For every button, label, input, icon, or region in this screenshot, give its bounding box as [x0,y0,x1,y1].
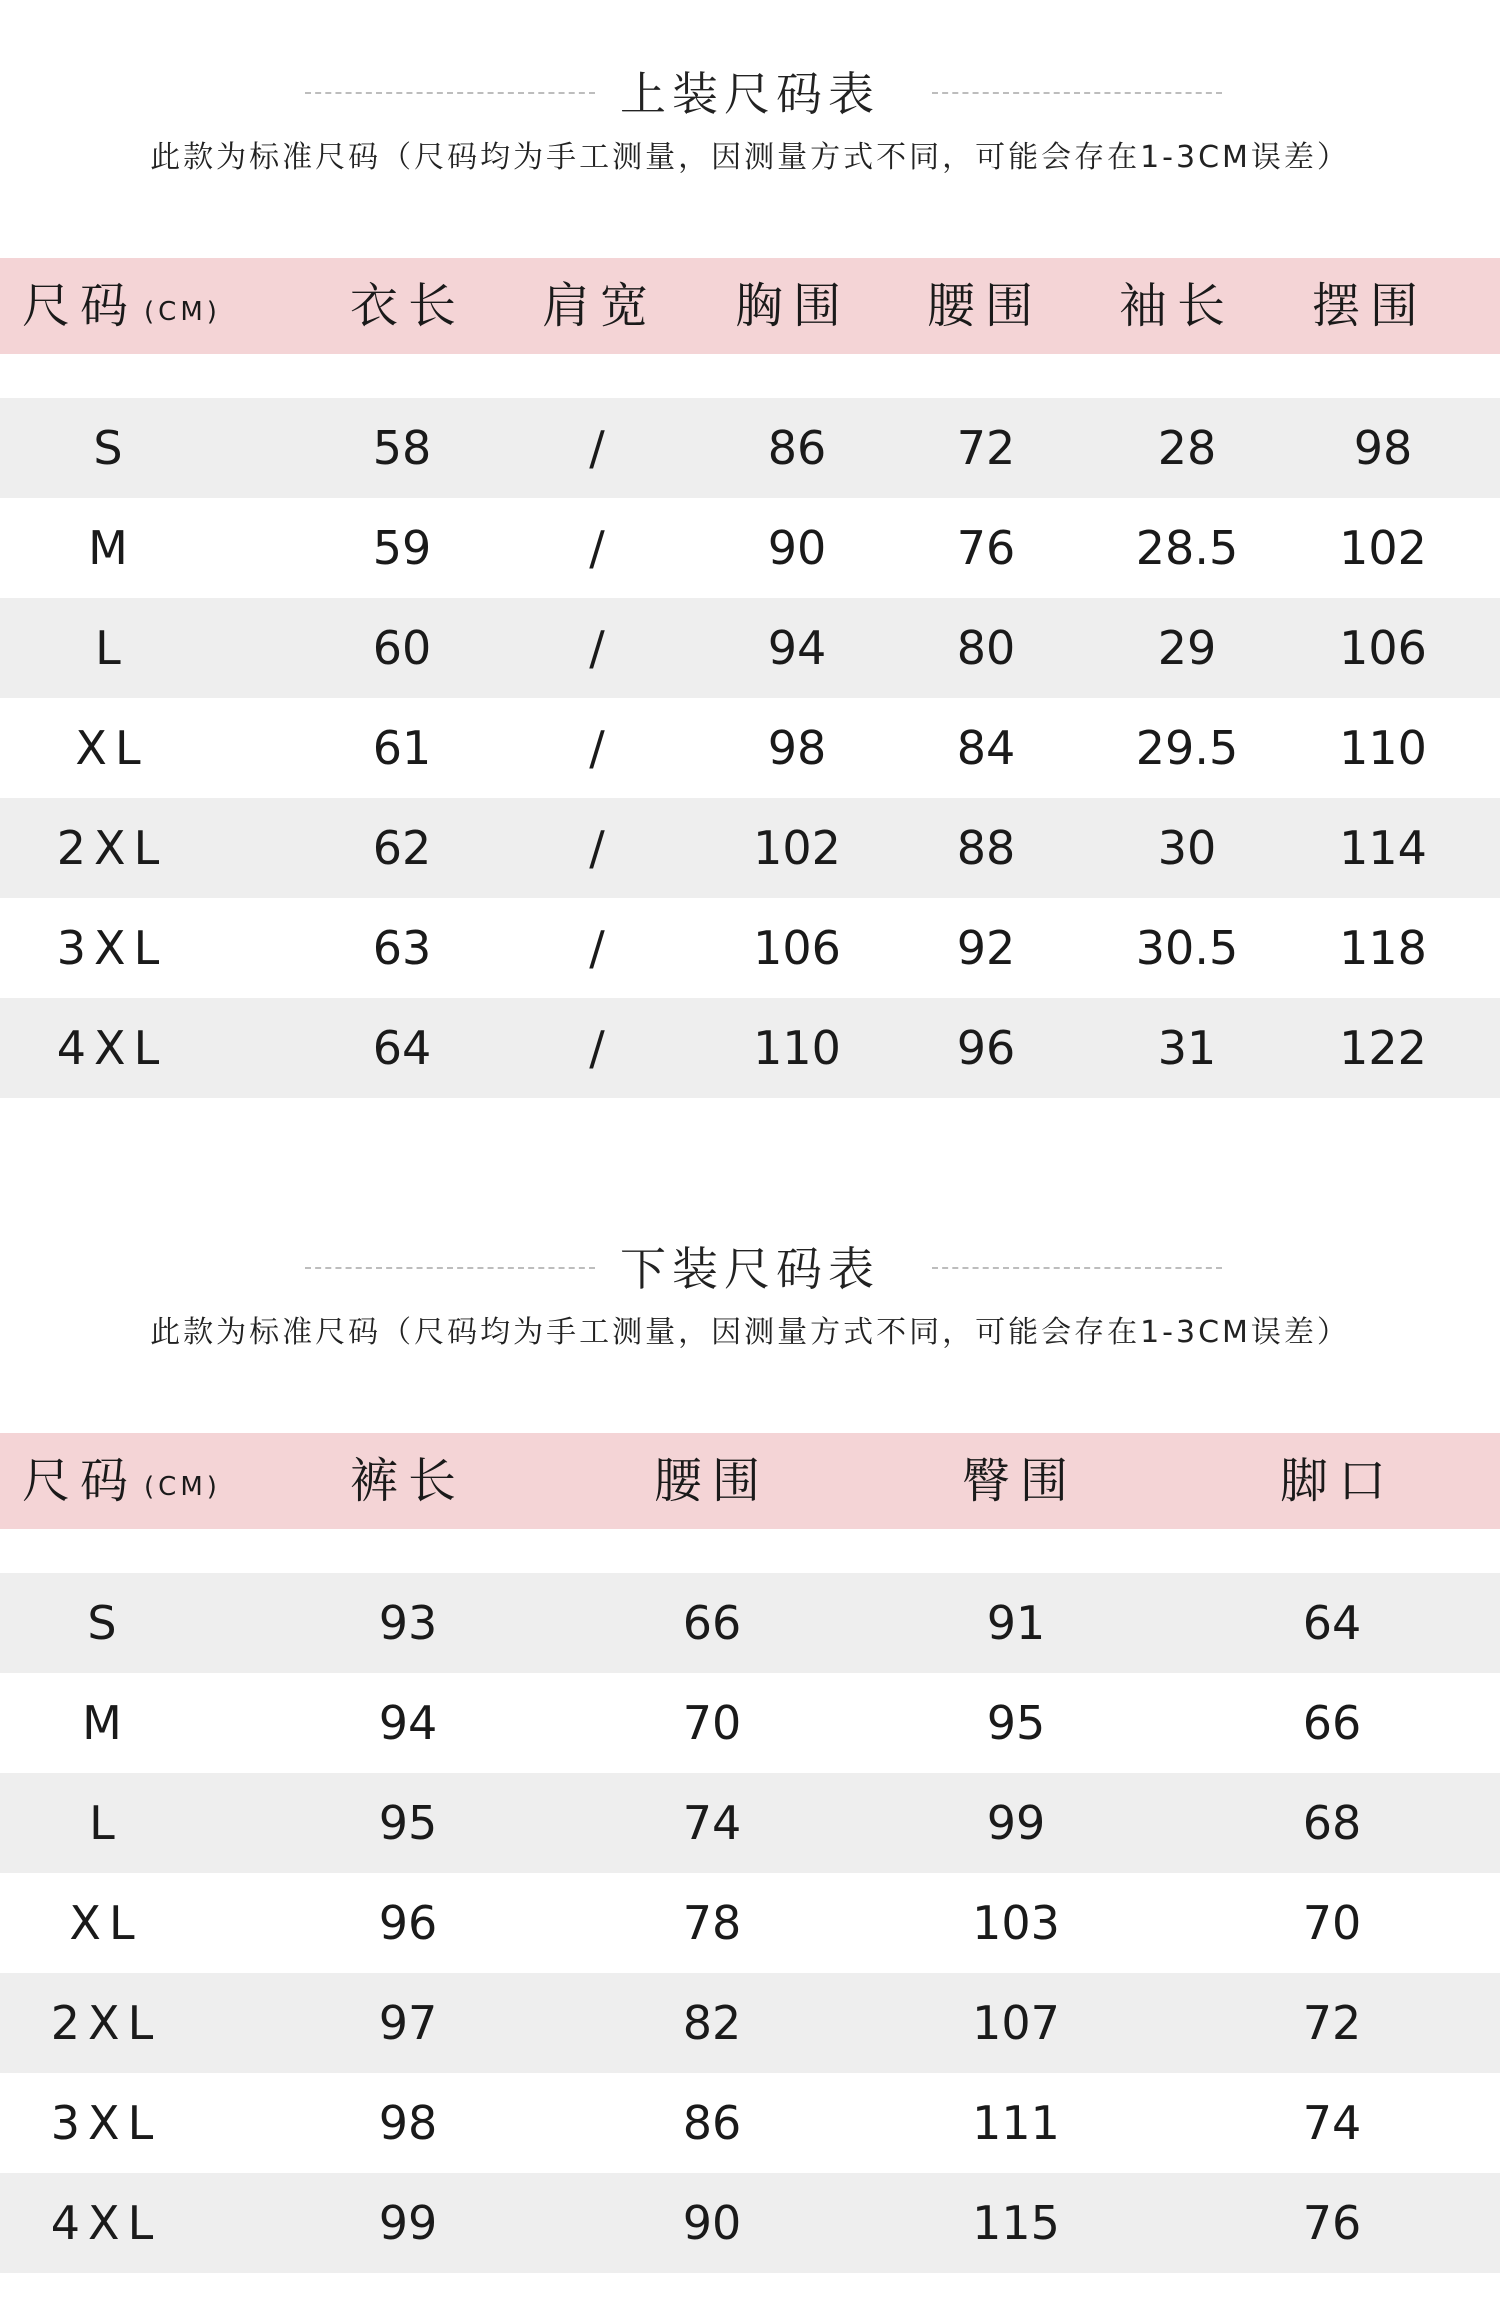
size-cell: 4XL [50,2196,162,2250]
size-cell: 2XL [56,821,168,875]
table-row [0,1673,1500,1773]
value-cell: 70 [682,1696,742,1750]
value-cell: 58 [372,421,432,475]
table-row [0,498,1500,598]
table-row [0,1873,1500,1973]
value-cell: / [589,821,605,875]
value-cell: 60 [372,621,432,675]
value-cell: 92 [956,921,1016,975]
value-cell: 122 [1339,1021,1427,1075]
header-shoulder: 肩宽 [541,278,659,334]
value-cell: 64 [1302,1596,1362,1650]
value-cell: 110 [1339,721,1427,775]
top-table-body [0,398,1500,1098]
header-sleeve: 袖长 [1118,278,1236,334]
header-unit: (CM) [144,1472,221,1502]
value-cell: 76 [956,521,1016,575]
top-chart-note: 此款为标准尺码（尺码均为手工测量，因测量方式不同，可能会存在1-3CM误差） [150,140,1350,175]
size-cell: L [95,621,129,675]
value-cell: 66 [1302,1696,1362,1750]
value-cell: 59 [372,521,432,575]
value-cell: 29.5 [1135,721,1239,775]
value-cell: 70 [1302,1896,1362,1950]
size-cell: XL [69,1896,143,1950]
value-cell: 98 [767,721,827,775]
value-cell: / [589,621,605,675]
size-cell: 4XL [56,1021,168,1075]
bottom-chart-note: 此款为标准尺码（尺码均为手工测量，因测量方式不同，可能会存在1-3CM误差） [150,1315,1350,1350]
size-cell: M [88,521,136,575]
size-cell: L [89,1796,123,1850]
table-row [0,1973,1500,2073]
table-row [0,2073,1500,2173]
value-cell: / [589,921,605,975]
value-cell: 29 [1157,621,1217,675]
value-cell: 91 [986,1596,1046,1650]
value-cell: 80 [956,621,1016,675]
value-cell: 31 [1157,1021,1217,1075]
value-cell: 110 [753,1021,841,1075]
value-cell: 118 [1339,921,1427,975]
header-chest: 胸围 [734,278,852,334]
size-cell: 2XL [50,1996,162,2050]
title-divider-right [932,1267,1222,1269]
top-table-header [0,258,1500,354]
value-cell: 30 [1157,821,1217,875]
value-cell: 96 [378,1896,438,1950]
bottom-table-body [0,1573,1500,2273]
value-cell: 30.5 [1135,921,1239,975]
value-cell: 103 [972,1896,1060,1950]
size-cell: S [87,1596,125,1650]
value-cell: 95 [986,1696,1046,1750]
value-cell: 76 [1302,2196,1362,2250]
size-cell: 3XL [56,921,168,975]
header-hem: 摆围 [1311,278,1429,334]
value-cell: 28.5 [1135,521,1239,575]
value-cell: 90 [767,521,827,575]
value-cell: 74 [1302,2096,1362,2150]
value-cell: 94 [767,621,827,675]
value-cell: 88 [956,821,1016,875]
table-row [0,898,1500,998]
value-cell: 111 [972,2096,1060,2150]
header-size [22,258,221,354]
header-length: 衣长 [349,278,467,334]
value-cell: 106 [753,921,841,975]
size-cell: M [82,1696,130,1750]
value-cell: 28 [1157,421,1217,475]
size-cell: S [93,421,131,475]
value-cell: 95 [378,1796,438,1850]
value-cell: 114 [1339,821,1427,875]
value-cell: 66 [682,1596,742,1650]
value-cell: / [589,521,605,575]
value-cell: 98 [378,2096,438,2150]
value-cell: 84 [956,721,1016,775]
header-size-label: 尺码 [22,1453,139,1509]
value-cell: 86 [682,2096,742,2150]
value-cell: 78 [682,1896,742,1950]
value-cell: 64 [372,1021,432,1075]
header-size [22,1433,221,1529]
size-cell: XL [75,721,149,775]
header-pants-length: 裤长 [349,1453,467,1509]
bottom-title-row [0,1233,1500,1296]
header-size-label: 尺码 [22,278,139,334]
table-row [0,698,1500,798]
table-row [0,998,1500,1098]
value-cell: 63 [372,921,432,975]
value-cell: 72 [956,421,1016,475]
value-cell: 62 [372,821,432,875]
header-hip: 臀围 [961,1453,1079,1509]
value-cell: / [589,1021,605,1075]
table-row [0,598,1500,698]
value-cell: 106 [1339,621,1427,675]
table-row [0,798,1500,898]
bottom-table-header [0,1433,1500,1529]
value-cell: 102 [753,821,841,875]
value-cell: 82 [682,1996,742,2050]
header-unit: (CM) [144,297,221,327]
value-cell: 68 [1302,1796,1362,1850]
header-waist: 腰围 [926,278,1044,334]
top-chart-title: 上装尺码表 [620,67,880,121]
value-cell: 97 [378,1996,438,2050]
value-cell: 72 [1302,1996,1362,2050]
value-cell: 99 [378,2196,438,2250]
value-cell: 86 [767,421,827,475]
value-cell: 90 [682,2196,742,2250]
table-row [0,398,1500,498]
table-row [0,1573,1500,1673]
value-cell: 115 [972,2196,1060,2250]
value-cell: 96 [956,1021,1016,1075]
title-divider-right [932,92,1222,94]
top-title-row [0,58,1500,121]
value-cell: 99 [986,1796,1046,1850]
value-cell: / [589,721,605,775]
value-cell: 61 [372,721,432,775]
value-cell: 107 [972,1996,1060,2050]
value-cell: 102 [1339,521,1427,575]
table-row [0,1773,1500,1873]
header-leg-opening: 脚口 [1279,1453,1397,1509]
value-cell: / [589,421,605,475]
value-cell: 74 [682,1796,742,1850]
value-cell: 93 [378,1596,438,1650]
bottom-chart-title: 下装尺码表 [620,1242,880,1296]
value-cell: 98 [1353,421,1413,475]
size-cell: 3XL [50,2096,162,2150]
table-row [0,2173,1500,2273]
value-cell: 94 [378,1696,438,1750]
header-waist: 腰围 [653,1453,771,1509]
